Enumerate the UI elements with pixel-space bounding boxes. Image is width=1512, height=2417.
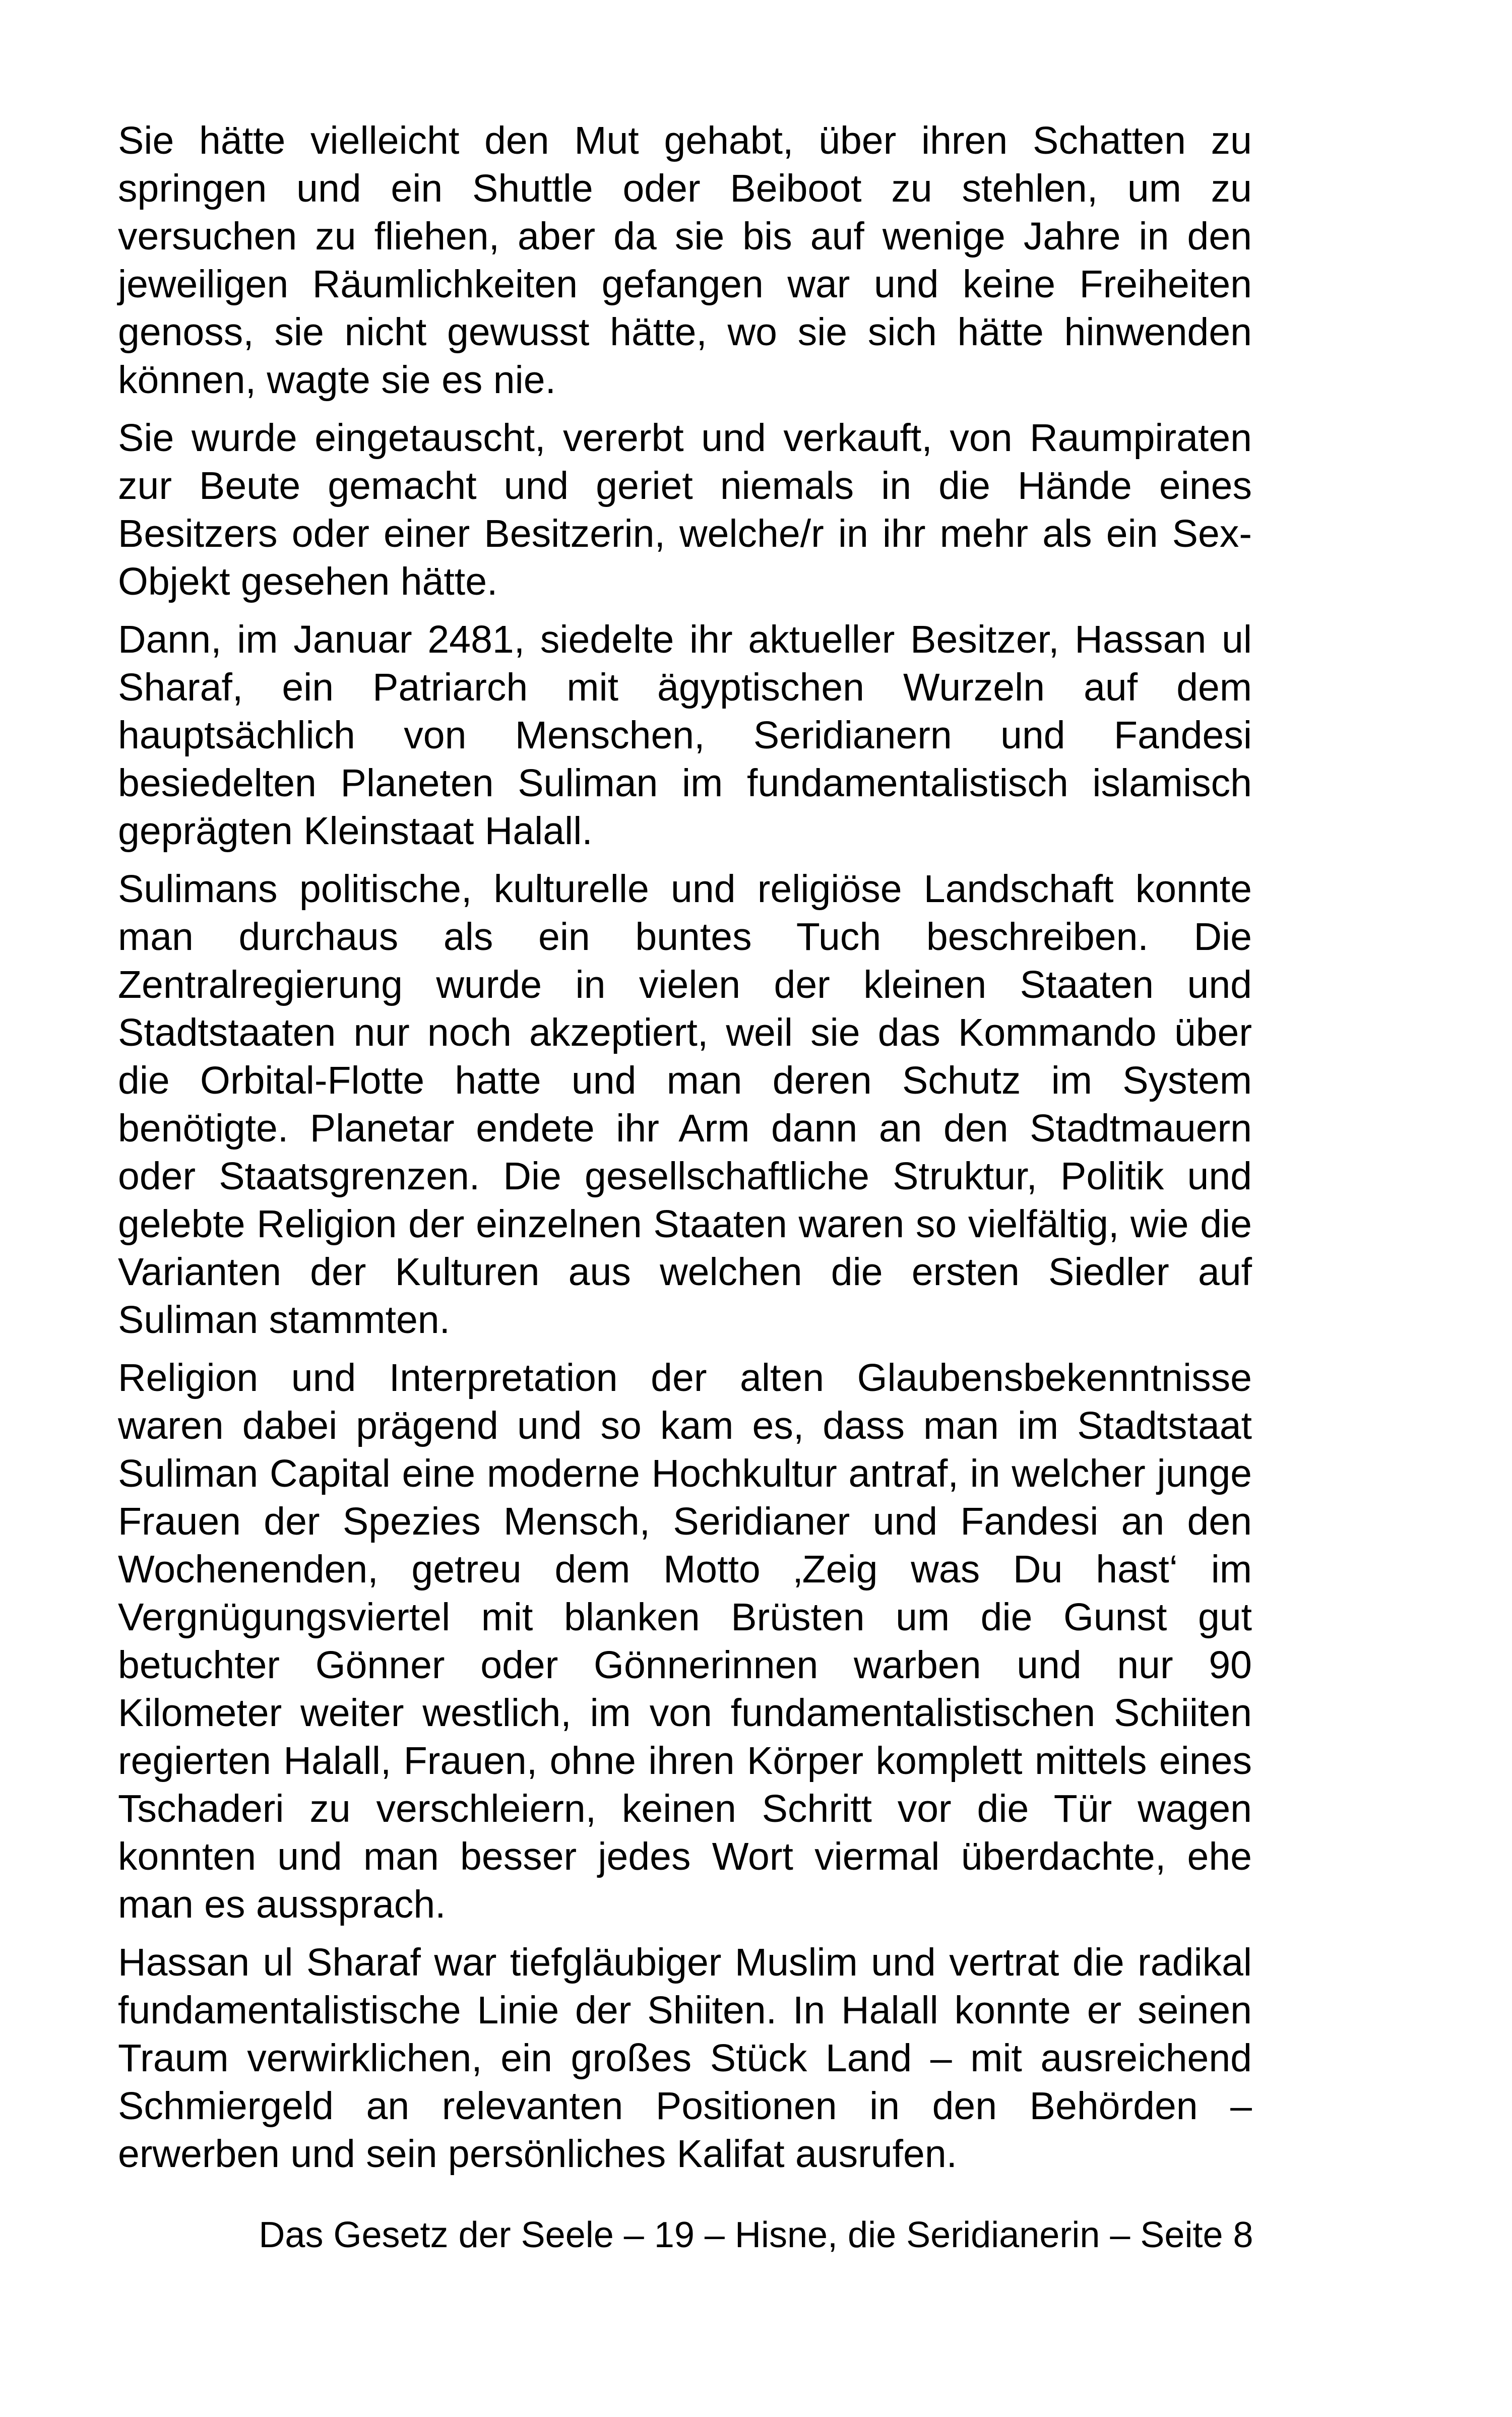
paragraph: Sie wurde eingetauscht, vererbt und verkauft, von Raumpiraten zur Beute gemacht und geriet niemals in die Hände eines Besitzers oder einer Besitzerin, welche/r in ihr mehr als ein Sex-Objekt gesehen hätte.: [118, 416, 1252, 603]
paragraph: Sie hätte vielleicht den Mut gehabt, über ihren Schatten zu springen und ein Shuttle oder Beiboot zu stehlen, um zu versuchen zu fliehen, aber da sie bis auf wenige Jahre in den jeweiligen Räumlichkeiten gefangen war und keine Freiheiten genoss, sie nicht gewusst hätte, wo sie sich hätte hinwenden können, wagte sie es nie.: [118, 119, 1252, 402]
paragraph: Hassan ul Sharaf war tiefgläubiger Muslim und vertrat die radikal fundamentalistische Linie der Shiiten. In Halall konnte er seinen Traum verwirklichen, ein großes Stück Land – mit ausreichend Schmiergeld an relevanten Positionen in den Behörden – erwerben und sein persönliches Kalifat ausrufen.: [118, 1941, 1252, 2176]
paragraph: Sulimans politische, kulturelle und religiöse Landschaft konnte man durchaus als ein buntes Tuch beschreiben. Die Zentralregierung wurde in vielen der kleinen Staaten und Stadtstaaten nur noch akzeptiert, weil sie das Kommando über die Orbital-Flotte hatte und man deren Schutz im System benötigte. Planetar endete ihr Arm dann an den Stadtmauern oder Staatsgrenzen. Die gesellschaftliche Struktur, Politik und gelebte Religion der einzelnen Staaten waren so vielfältig, wie die Varianten der Kulturen aus welchen die ersten Siedler auf Suliman stammten.: [118, 867, 1252, 1342]
body-text: [118, 117, 1252, 2188]
paragraph: Religion und Interpretation der alten Glaubensbekenntnisse waren dabei prägend und so kam es, dass man im Stadtstaat Suliman Capital eine moderne Hochkultur antraf, in welcher junge Frauen der Spezies Mensch, Seridianer und Fandesi an den Wochenenden, getreu dem Motto ‚Zeig was Du hast‘ im Vergnügungsviertel mit blanken Brüsten um die Gunst gut betuchter Gönner oder Gönnerinnen warben und nur 90 Kilometer weiter westlich, im von fundamentalistischen Schiiten regierten Halall, Frauen, ohne ihren Körper komplett mittels eines Tschaderi zu verschleiern, keinen Schritt vor die Tür wagen konnten und man besser jedes Wort viermal überdachte, ehe man es aussprach.: [118, 1356, 1252, 1926]
paragraph: Dann, im Januar 2481, siedelte ihr aktueller Besitzer, Hassan ul Sharaf, ein Patriarch mit ägyptischen Wurzeln auf dem hauptsächlich von Menschen, Seridianern und Fandesi besiedelten Planeten Suliman im fundamentalistisch islamisch geprägten Kleinstaat Halall.: [118, 618, 1252, 853]
page-footer: Das Gesetz der Seele – 19 – Hisne, die Seridianerin – Seite 8: [259, 2215, 1253, 2255]
